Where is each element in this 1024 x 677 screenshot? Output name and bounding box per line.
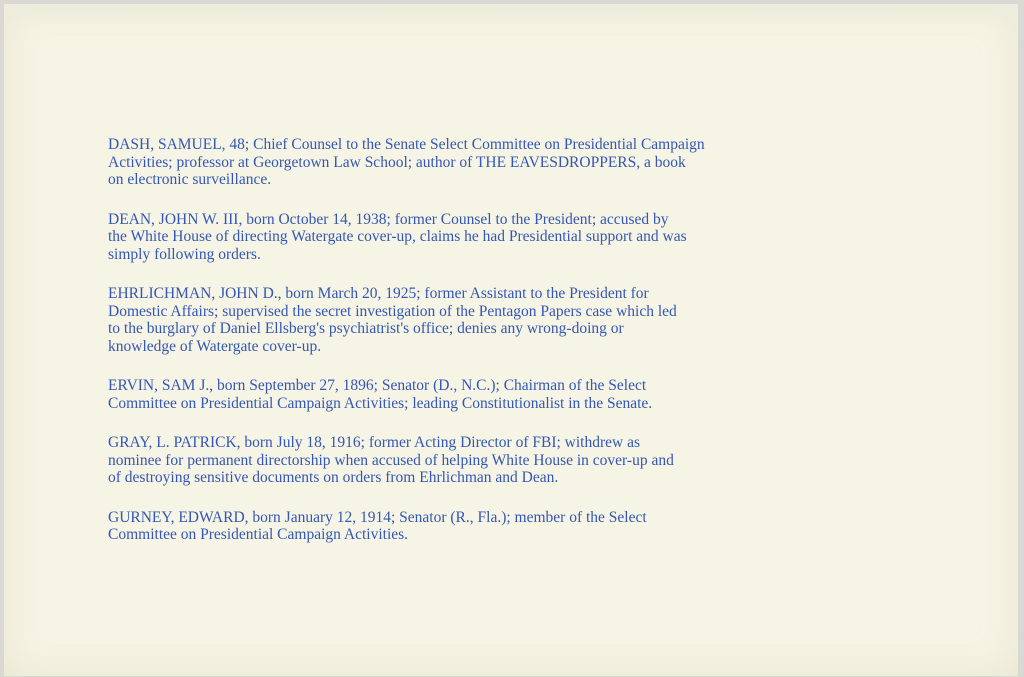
entry-gray [108,434,898,487]
entry-gurney [108,509,898,544]
entry-dean [108,211,898,264]
entry-ervin [108,377,898,412]
entry-dash [108,136,898,189]
entry-line: Committee on Presidential Campaign Activities; leading Constitutionalist in the Senate. [108,394,653,412]
biography-list [108,136,898,566]
entry-line: nominee for permanent directorship when accused of helping White House in cover-up and [108,451,674,469]
entry-line: DEAN, JOHN W. III, born October 14, 1938; former Counsel to the President; accused by [108,210,669,228]
entry-line: Domestic Affairs; supervised the secret investigation of the Pentagon Papers case which led [108,302,677,320]
entry-line: ERVIN, SAM J., born September 27, 1896; Senator (D., N.C.); Chairman of the Select [108,377,647,394]
entry-ehrlichman [108,285,898,355]
entry-line: knowledge of Watergate cover-up. [108,337,322,355]
entry-line: the White House of directing Watergate cover-up, claims he had Presidential support and was [108,228,687,245]
entry-line: of destroying sensitive documents on orders from Ehrlichman and Dean. [108,469,559,486]
entry-line: Committee on Presidential Campaign Activities. [108,526,409,543]
entry-line: on electronic surveillance. [108,171,272,188]
entry-line: GRAY, L. PATRICK, born July 18, 1916; former Acting Director of FBI; withdrew as [108,434,641,451]
entry-line: to the burglary of Daniel Ellsberg's psychiatrist's office; denies any wrong-doing or [108,320,624,337]
entry-line: simply following orders. [108,245,261,263]
entry-line: EHRLICHMAN, JOHN D., born March 20, 1925; former Assistant to the President for [108,285,649,302]
document-page [4,4,1018,676]
entry-line: GURNEY, EDWARD, born January 12, 1914; Senator (R., Fla.); member of the Select [108,508,647,526]
entry-line: Activities; professor at Georgetown Law School; author of THE EAVESDROPPERS, a book [108,153,686,171]
entry-line: DASH, SAMUEL, 48; Chief Counsel to the Senate Select Committee on Presidential Campaign [108,136,705,153]
